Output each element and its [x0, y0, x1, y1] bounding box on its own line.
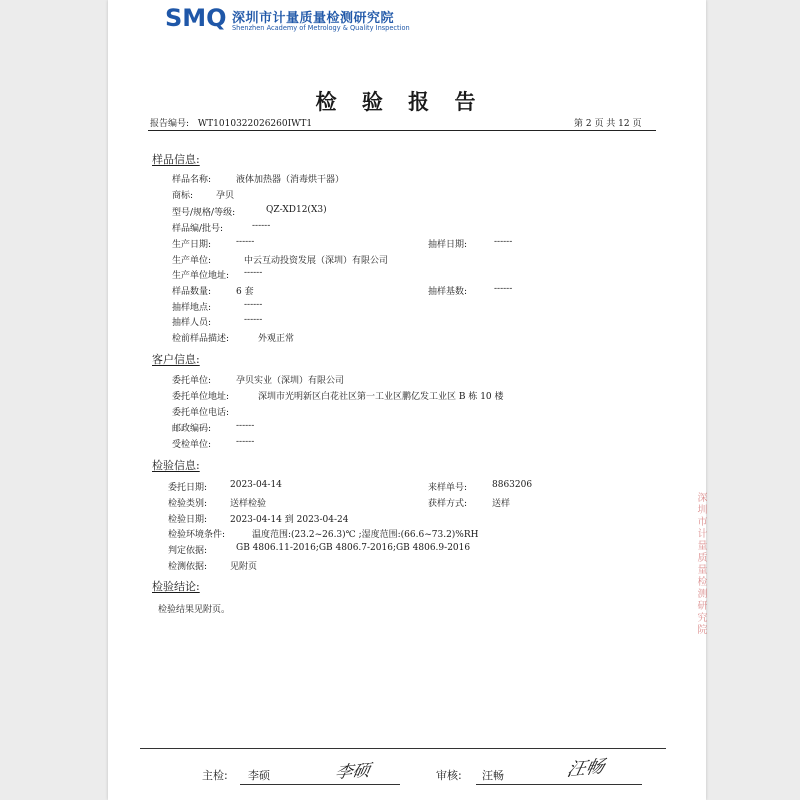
- field-sampler-label: 抽样人员:: [172, 318, 212, 328]
- report-number: [150, 116, 312, 129]
- field-test-basis-value: 见附页: [230, 562, 258, 572]
- field-producer-value: 中云互动投资发展（深圳）有限公司: [244, 256, 389, 266]
- org-name-cn: 深圳市计量质量检测研究院: [232, 11, 395, 26]
- field-category-value: 送样检验: [230, 499, 267, 509]
- field-model-value: QZ-XD12(X3): [266, 205, 327, 215]
- field-postcode-label: 邮政编码:: [172, 424, 212, 434]
- field-basis-value: GB 4806.11-2016;GB 4806.7-2016;GB 4806.9-2016: [236, 543, 471, 553]
- main-inspector-signature: 李硕: [333, 760, 372, 784]
- page-number: 第 2 页 共 12 页: [574, 119, 642, 129]
- field-sampling-date-value: ------: [494, 237, 513, 247]
- report-number-label: 报告编号:: [150, 119, 190, 129]
- field-sampling-base-value: ------: [494, 284, 513, 294]
- header-divider: [148, 130, 656, 131]
- field-brand-value: 孕贝: [216, 191, 235, 201]
- reviewer-line: [476, 784, 642, 785]
- main-inspector-name: 李硕: [248, 769, 270, 782]
- field-entrust-addr-label: 委托单位地址:: [172, 392, 230, 402]
- field-entrust-addr-value: 深圳市光明新区白花社区第一工业区鹏亿发工业区 B 栋 10 楼: [258, 392, 504, 402]
- field-sampler-value: ------: [244, 315, 263, 325]
- field-sampling-place-label: 抽样地点:: [172, 303, 212, 313]
- field-sample-no-label: 来样单号:: [428, 483, 468, 493]
- field-receiver-value: ------: [236, 437, 255, 447]
- section-client-heading: 客户信息:: [152, 353, 200, 366]
- main-inspector-label: 主检:: [202, 769, 228, 782]
- footer-divider: [140, 748, 666, 749]
- field-period-label: 检验日期:: [168, 515, 208, 525]
- reviewer-signature: 汪畅: [564, 756, 607, 781]
- field-postcode-value: ------: [236, 421, 255, 431]
- field-brand-label: 商标:: [172, 191, 194, 201]
- field-obtain-label: 获样方式:: [428, 499, 468, 509]
- field-sample-no-value: 8863206: [492, 480, 533, 490]
- field-sample-name-label: 样品名称:: [172, 175, 212, 185]
- field-obtain-value: 送样: [492, 499, 511, 509]
- field-producer-addr-label: 生产单位地址:: [172, 271, 230, 281]
- field-sampling-place-value: ------: [244, 300, 263, 310]
- section-inspection-heading: 检验信息:: [152, 459, 200, 472]
- report-number-value: WT1010322026260IWT1: [197, 119, 313, 129]
- field-env-value: 温度范围:(23.2~26.3)℃ ;湿度范围:(66.6~73.2)%RH: [252, 530, 479, 540]
- field-sampling-date-label: 抽样日期:: [428, 240, 468, 250]
- field-sampling-base-label: 抽样基数:: [428, 287, 468, 297]
- field-basis-label: 判定依据:: [168, 546, 208, 556]
- field-appearance-value: 外观正常: [258, 334, 295, 344]
- smq-logo: SMQ: [165, 4, 227, 32]
- field-producer-addr-value: ------: [244, 268, 263, 278]
- field-entrust-value: 孕贝实业（深圳）有限公司: [236, 376, 345, 386]
- main-inspector-line: [240, 784, 400, 785]
- field-prod-date-value: ------: [236, 237, 255, 247]
- reviewer-name: 汪畅: [482, 769, 504, 782]
- org-name-en: Shenzhen Academy of Metrology & Quality Inspection: [232, 24, 410, 32]
- field-entrust-date-label: 委托日期:: [168, 483, 208, 493]
- field-category-label: 检验类别:: [168, 499, 208, 509]
- field-env-label: 检验环境条件:: [168, 530, 226, 540]
- field-producer-label: 生产单位:: [172, 256, 212, 266]
- field-batch-label: 样品编/批号:: [172, 224, 224, 234]
- field-model-label: 型号/规格/等级:: [172, 208, 236, 218]
- field-batch-value: ------: [252, 221, 271, 231]
- field-entrust-date-value: 2023-04-14: [230, 480, 282, 490]
- field-entrust-label: 委托单位:: [172, 376, 212, 386]
- field-period-value: 2023-04-14 到 2023-04-24: [230, 515, 349, 525]
- field-quantity-label: 样品数量:: [172, 287, 212, 297]
- conclusion-text: 检验结果见附页。: [158, 605, 231, 615]
- field-entrust-tel-label: 委托单位电话:: [172, 408, 230, 418]
- section-sample-heading: 样品信息:: [152, 153, 200, 166]
- field-sample-name-value: 液体加热器（消毒烘干器）: [236, 175, 345, 185]
- field-prod-date-label: 生产日期:: [172, 240, 212, 250]
- seal-stamp: 深圳市计量质量检测研究院: [695, 492, 706, 636]
- reviewer-label: 审核:: [436, 769, 462, 782]
- field-appearance-label: 检前样品描述:: [172, 334, 230, 344]
- field-quantity-value: 6 套: [236, 287, 254, 297]
- field-receiver-label: 受检单位:: [172, 440, 212, 450]
- report-title: 检 验 报 告: [315, 89, 485, 114]
- field-test-basis-label: 检测依据:: [168, 562, 208, 572]
- section-conclusion-heading: 检验结论:: [152, 580, 200, 593]
